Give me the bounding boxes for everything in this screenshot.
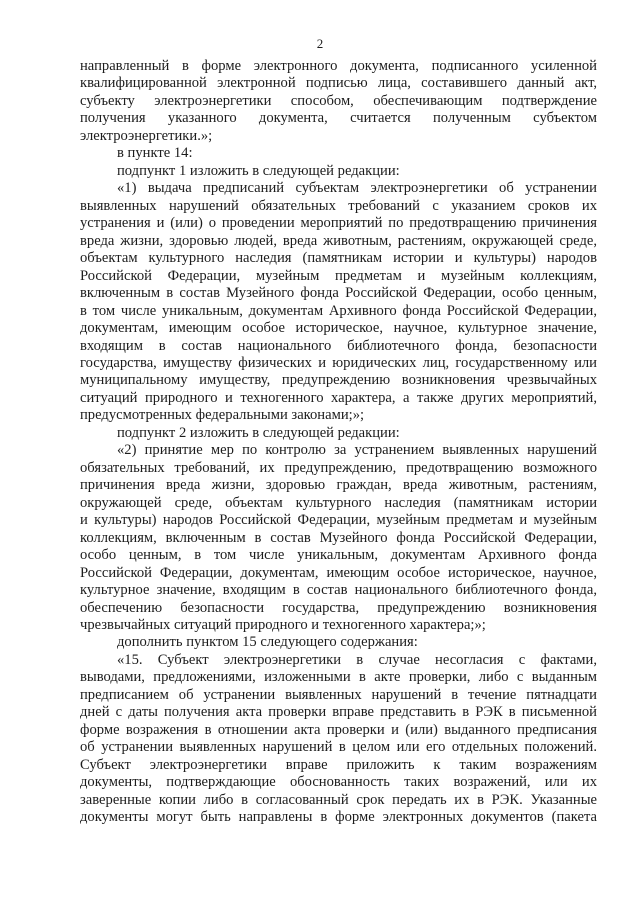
text-line: устранения и (или) о проведении мероприятий по предотвращению причинения xyxy=(80,215,597,232)
text-line: документы могут быть направлены в форме электронных документов (пакета xyxy=(80,809,597,826)
text-line: документы, подтверждающие обоснованность таких возражений, или их xyxy=(80,774,597,791)
text-line: вреда жизни, здоровью людей, вреда животным, растениям, окружающей среде, xyxy=(80,232,597,249)
text-line: чрезвычайных ситуаций природного и техногенного характера;»; xyxy=(80,617,486,633)
text-line: подпункт 2 изложить в следующей редакции: xyxy=(117,424,400,441)
text-line: выводами, предложениями, изложенными в акте проверки, либо с выданным xyxy=(80,669,597,686)
text-line: выявленных нарушений обязательных требований с указанием сроков их xyxy=(80,197,597,214)
text-line: электроэнергетики.»; xyxy=(80,127,213,144)
text-line: форме возражения в отношении акта проверки и (или) выданного предписания xyxy=(80,721,597,738)
text-line: Российской Федерации, музейным предметам и музейным коллекциям, xyxy=(80,267,597,284)
text-line: обеспечению безопасности государства, предупреждению возникновения xyxy=(80,599,597,616)
text-line: заверенные копии либо в согласованный срок передать их в РЭК. Указанные xyxy=(80,791,597,808)
text-line: квалифицированной электронной подписью лица, составившего данный акт, xyxy=(80,75,597,92)
text-line: Субъект электроэнергетики вправе приложить к таким возражениям xyxy=(80,756,597,773)
text-line: «1) выдача предписаний субъектам электроэнергетики об устранении xyxy=(117,180,597,197)
text-line: направленный в форме электронного документа, подписанного усиленной xyxy=(80,58,597,74)
text-line: об устранении выявленных нарушений в целом или его отдельных положений. xyxy=(80,739,597,756)
text-line: коллекциям, включенным в состав Музейного фонда Российской Федерации, xyxy=(80,529,597,546)
text-line: включенным в состав Музейного фонда Российской Федерации, особо ценным, xyxy=(80,285,597,302)
text-line: муниципальному имуществу, предупреждению возникновения чрезвычайных xyxy=(80,372,597,389)
text-line: дополнить пунктом 15 следующего содержания: xyxy=(117,634,418,651)
text-line: особо ценным, в том числе уникальным, документам Архивного фонда xyxy=(80,547,597,564)
text-line: в пункте 14: xyxy=(117,145,193,162)
page-number: 2 xyxy=(316,36,324,51)
text-line: предусмотренных федеральными законами;»; xyxy=(80,407,365,424)
text-line: ситуаций природного и техногенного характера, а также других мероприятий, xyxy=(80,389,597,406)
text-line: предписанием об устранении выявленных нарушений в течение пятнадцати xyxy=(80,686,597,703)
text-line: получения указанного документа, считается полученным субъектом xyxy=(80,110,597,127)
text-line: и культуры) народов Российской Федерации, музейным предметам и музейным xyxy=(80,512,597,529)
body-text xyxy=(80,58,597,827)
text-line: входящим в состав национального библиотечного фонда, безопасности xyxy=(80,337,597,354)
text-line: «2) принятие мер по контролю за устранением выявленных нарушений xyxy=(117,442,597,459)
text-line: документам, имеющим особое историческое, научное, культурное значение, xyxy=(80,320,597,337)
text-line: Российской Федерации, документам, имеющим особое историческое, научное, xyxy=(80,564,597,581)
text-line: окружающей среде, объектам культурного наследия (памятникам истории xyxy=(80,494,597,511)
text-line: государства, имуществу физических и юридических лиц, государственному или xyxy=(80,354,597,371)
text-line: в том числе уникальным, документам Архивного фонда Российской Федерации, xyxy=(80,302,597,319)
text-line: «15. Субъект электроэнергетики в случае несогласия с фактами, xyxy=(117,651,597,668)
text-line: дней с даты получения акта проверки вправе представить в РЭК в письменной xyxy=(80,704,597,721)
text-line: культурное значение, входящим в состав национального библиотечного фонда, xyxy=(80,582,597,599)
text-line: субъекту электроэнергетики способом, обеспечивающим подтверждение xyxy=(80,92,597,109)
text-line: объектам культурного наследия (памятникам истории и культуры) народов xyxy=(80,250,597,267)
text-line: причинения вреда жизни, здоровью граждан, вреда животным, растениям, xyxy=(80,477,597,494)
text-line: подпункт 1 изложить в следующей редакции: xyxy=(117,162,400,179)
text-line: обязательных требований, их предупреждению, предотвращению возможного xyxy=(80,459,597,476)
